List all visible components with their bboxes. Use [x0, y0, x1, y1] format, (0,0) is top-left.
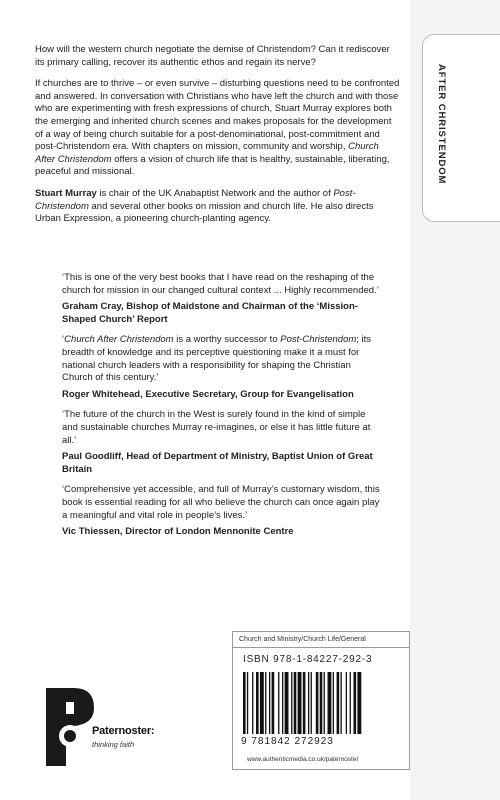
intro-paragraph-2	[35, 78, 400, 179]
endorsement	[62, 334, 380, 401]
endorsement-attribution: Paul Goodliff, Head of Department of Ministry, Baptist Union of Great Britain	[62, 451, 373, 475]
endorsement-attribution: Graham Cray, Bishop of Maidstone and Chairman of the ‘Mission-Shaped Church’ Report	[62, 301, 358, 325]
spine-title-panel	[422, 34, 500, 222]
author-name: Stuart Murray	[35, 187, 97, 199]
divider	[233, 647, 409, 648]
spine-title: AFTER CHRISTENDOM	[436, 64, 447, 185]
blurb	[35, 44, 400, 235]
author-book-italic: Post-Christendom	[35, 187, 356, 212]
author-bio-text-end: and several other books on mission and church life. He also directs Urban Expression, a pioneering church-planting agency.	[35, 200, 374, 225]
publisher-url: www.authenticmedia.co.uk/paternoster	[247, 756, 359, 763]
intro-text: If churches are to thrive – or even survive – disturbing questions need to be confronted and answered. In conversation with Christians who have left the church and with those who are experimenting with fresh expressions of church, Stuart Murray explores both the emerging and inherited church scenes and makes proposals for the development of a way of being church suitable for a post-denominational, post-commitment and post-Christendom era. With chapters on mission, community and worship,	[35, 78, 400, 153]
quote-italic-title: Church After Christendom	[64, 334, 174, 346]
endorsement-quote: ‘The future of the church in the West is surely found in the kind of simple and sustainable churches Murray re-imagines, or else it has little future at all.’	[62, 409, 371, 446]
endorsement-quote: ‘This is one of the very best books that I have read on the reshaping of the church for mission in our changed cultural context ... Highly recommended.’	[62, 272, 379, 296]
publisher-tagline: thinking faith	[92, 740, 135, 749]
endorsement-quote: ‘Comprehensive yet accessible, and full of Murray’s customary wisdom, this book is essential reading for all who believe the church can once again play a meaningful and vital role in people’s lives.’	[62, 484, 380, 521]
book-title-italic: Church After Christendom	[35, 141, 379, 165]
endorsement	[62, 484, 380, 538]
barcode-icon	[243, 672, 399, 734]
endorsement-attribution: Vic Thiessen, Director of London Mennonite Centre	[62, 526, 294, 538]
quote-text-end: ; its breadth of knowledge and its perceptive questioning make it a must for national church leaders with a responsibility for shaping the Christian Church of this century.’	[62, 334, 372, 384]
quote-mark: ‘	[62, 334, 65, 346]
author-bio	[35, 188, 400, 226]
endorsement	[62, 272, 380, 326]
publisher-name: Paternoster:	[92, 725, 155, 737]
intro-text-end: offers a vision of church life that is healthy, sustainable, liberating, peaceful and missional.	[35, 153, 390, 178]
barcode-number: 9 781842 272923	[241, 736, 334, 747]
intro-paragraph-1: How will the western church negotiate the demise of Christendom? Can it rediscover its primary calling, recover its authentic ethos and regain its nerve?	[35, 44, 390, 68]
endorsement	[62, 409, 380, 476]
isbn: ISBN 978-1-84227-292-3	[243, 654, 373, 665]
barcode-panel	[232, 631, 410, 770]
endorsement-quote	[62, 334, 380, 384]
book-category: Church and Ministry/Church Life/General	[239, 636, 366, 643]
quote-text: is a worthy successor to	[173, 334, 281, 346]
endorsements	[62, 272, 380, 547]
author-bio-text: is chair of the UK Anabaptist Network and the author of	[96, 187, 334, 199]
quote-italic-title: Post-Christendom	[280, 334, 357, 346]
endorsement-attribution: Roger Whitehead, Executive Secretary, Group for Evangelisation	[62, 388, 354, 400]
paternoster-logo-icon	[44, 684, 96, 768]
